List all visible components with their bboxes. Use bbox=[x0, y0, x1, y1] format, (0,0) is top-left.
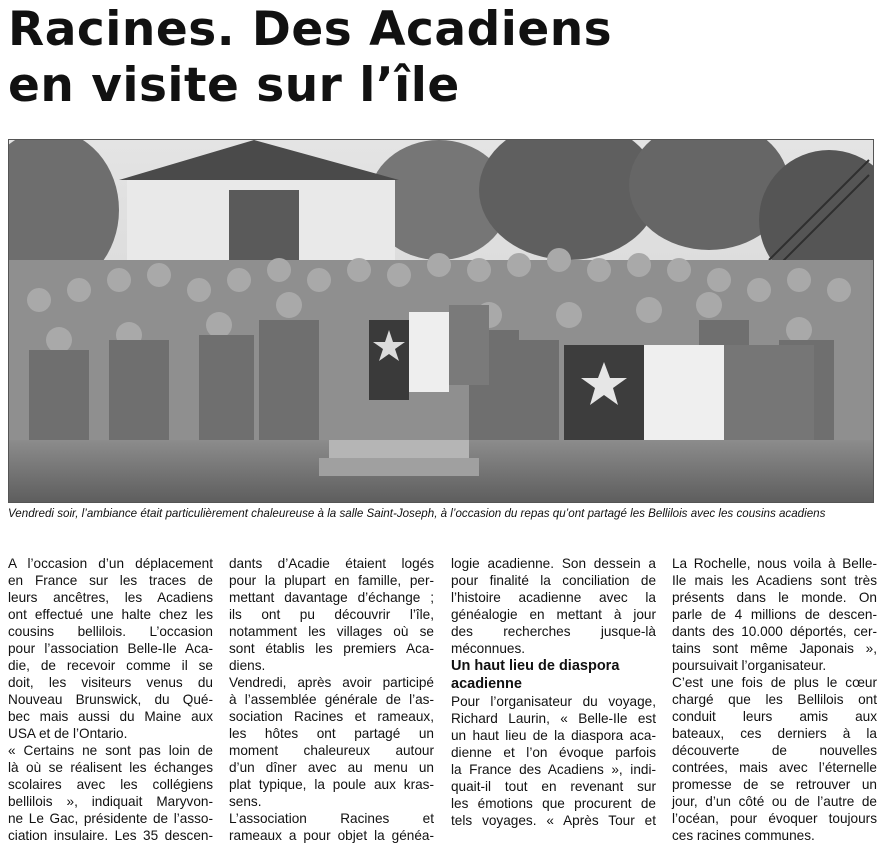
text-line: bec mais aussi du Maine aux bbox=[8, 709, 213, 724]
text-line: les hôtes ont partagé un bbox=[229, 726, 434, 741]
text-line: la France des Acadiens », indi- bbox=[451, 762, 656, 777]
photo-caption: Vendredi soir, l’ambiance était particulièrement chaleureuse à la salle Saint-Joseph, à l’occasion du repas qu’ont partagé les Bellilois avec les cousins acadiens bbox=[8, 507, 826, 520]
text-line: un haut lieu de la diaspora aca- bbox=[451, 728, 656, 743]
paragraph-farewell bbox=[672, 674, 877, 844]
column-2 bbox=[229, 555, 434, 844]
headline bbox=[8, 2, 868, 114]
text-line: d’un dîner avec au menu un bbox=[229, 760, 434, 775]
headline-line-1: Racines. Des Acadiens bbox=[8, 2, 613, 57]
text-line: ne Le Gac, présidente de l’asso- bbox=[8, 811, 213, 826]
text-line: poursuivait l’organisateur. bbox=[672, 658, 827, 673]
text-line: notamment les villages où se bbox=[229, 624, 434, 639]
paragraph-quote-gac bbox=[8, 742, 213, 844]
column-4 bbox=[672, 555, 877, 844]
text-line: logie acadienne. Son dessein a bbox=[451, 556, 656, 571]
text-line: plat typique, la poule aux kras- bbox=[229, 777, 434, 792]
text-line: sens. bbox=[229, 794, 262, 809]
text-line: La Rochelle, nous voila à Belle- bbox=[672, 556, 877, 571]
text-line: diens. bbox=[229, 658, 266, 673]
text-line: dienne et l’on évoque parfois bbox=[451, 745, 656, 760]
text-line: en France sur les traces de bbox=[8, 573, 213, 588]
text-line: pour la plupart en famille, per- bbox=[229, 573, 434, 588]
text-line: bateaux, ces derniers à la bbox=[672, 726, 877, 741]
text-line: dants d’Acadie étaient logés bbox=[229, 556, 434, 571]
text-line: ont effectué une halte chez les bbox=[8, 607, 213, 622]
column-1 bbox=[8, 555, 213, 844]
text-line: l’histoire acadienne avec la bbox=[451, 590, 656, 605]
text-line: ils ont pu découvrir l’île, bbox=[229, 607, 434, 622]
text-line: l’océan, pour évoquer toujours bbox=[672, 811, 877, 826]
text-line: tains sont même Japonais », bbox=[672, 641, 877, 656]
group-photo bbox=[8, 139, 874, 503]
text-line: à l’assemblée générale de l’as- bbox=[229, 692, 434, 707]
text-line: tels voyages. « Après Tour et bbox=[451, 813, 656, 828]
headline-line-2: en visite sur l’île bbox=[8, 58, 460, 113]
text-line: USA et de l’Ontario. bbox=[8, 726, 128, 741]
text-line: conduit leurs amis aux bbox=[672, 709, 877, 724]
text-line: contrées, mais avec l’éternelle bbox=[672, 760, 877, 775]
paragraph-lodging bbox=[229, 555, 434, 674]
text-line: présents dans le monde. On bbox=[672, 590, 877, 605]
text-line: L’association Racines et bbox=[229, 811, 434, 826]
paragraph-diaspora bbox=[672, 555, 877, 674]
text-line: mettant davantage d’échange ; bbox=[229, 590, 434, 605]
paragraph-association bbox=[229, 810, 434, 844]
paragraph-genealogy bbox=[451, 555, 656, 657]
text-line: ces racines communes. bbox=[672, 828, 815, 843]
text-line: des recherches jusque-là bbox=[451, 624, 656, 639]
column-3 bbox=[451, 555, 656, 829]
acadian-flag-right bbox=[564, 345, 814, 455]
text-line: chargé que les Bellilois ont bbox=[672, 692, 877, 707]
paragraph-friday bbox=[229, 674, 434, 810]
text-line: rameaux a pour objet la généa- bbox=[229, 828, 434, 843]
text-line: die, de recevoir comme il se bbox=[8, 658, 213, 673]
text-line: moment chaleureux autour bbox=[229, 743, 434, 758]
subheading-line: acadienne bbox=[451, 676, 522, 692]
text-line: Nouveau Brunswick, du Qué- bbox=[8, 692, 213, 707]
text-line: A l’occasion d’un déplacement bbox=[8, 556, 213, 571]
text-line: pour finalité la conciliation de bbox=[451, 573, 656, 588]
text-line: les émotions que procurent de bbox=[451, 796, 656, 811]
text-line: ciation insulaire. Les 35 descen- bbox=[8, 828, 213, 843]
text-line: bellilois », indiquait Maryvon- bbox=[8, 794, 213, 809]
subheading-line: Un haut lieu de diaspora bbox=[451, 658, 620, 674]
text-line: parle de 4 millions de descen- bbox=[672, 607, 877, 622]
text-line: scolaires avec les collégiens bbox=[8, 777, 213, 792]
text-line: sociation Racines et rameaux, bbox=[229, 709, 434, 724]
text-line: Vendredi, après avoir participé bbox=[229, 675, 434, 690]
text-line: généalogie en mettant à jour bbox=[451, 607, 656, 622]
text-line: découverte de nouvelles bbox=[672, 743, 877, 758]
text-line: « Certains ne sont pas loin de bbox=[8, 743, 213, 758]
text-line: leurs ancêtres, les Acadiens bbox=[8, 590, 213, 605]
text-line: sont établis les premiers Aca- bbox=[229, 641, 434, 656]
paragraph-intro bbox=[8, 555, 213, 742]
text-line: cousins bellilois. L’occasion bbox=[8, 624, 213, 639]
text-line: C’est une fois de plus le cœur bbox=[672, 675, 877, 690]
text-line: Pour l’organisateur du voyage, bbox=[451, 694, 656, 709]
paragraph-organizer bbox=[451, 693, 656, 829]
text-line: doit, les visiteurs venus du bbox=[8, 675, 213, 690]
text-line: jour, d’un côté ou de l’autre de bbox=[672, 794, 877, 809]
subheading bbox=[451, 657, 656, 693]
text-line: pour l’association Belle-Ile Aca- bbox=[8, 641, 213, 656]
text-line: dants des 10.000 déportés, cer- bbox=[672, 624, 877, 639]
text-line: promesse de se retrouver un bbox=[672, 777, 877, 792]
text-line: méconnues. bbox=[451, 641, 526, 656]
text-line: Ile mais les Acadiens sont très bbox=[672, 573, 877, 588]
text-line: quait-il tout en revenant sur bbox=[451, 779, 656, 794]
text-line: Richard Laurin, « Belle-Ile est bbox=[451, 711, 656, 726]
text-line: là où se réalisent les échanges bbox=[8, 760, 213, 775]
